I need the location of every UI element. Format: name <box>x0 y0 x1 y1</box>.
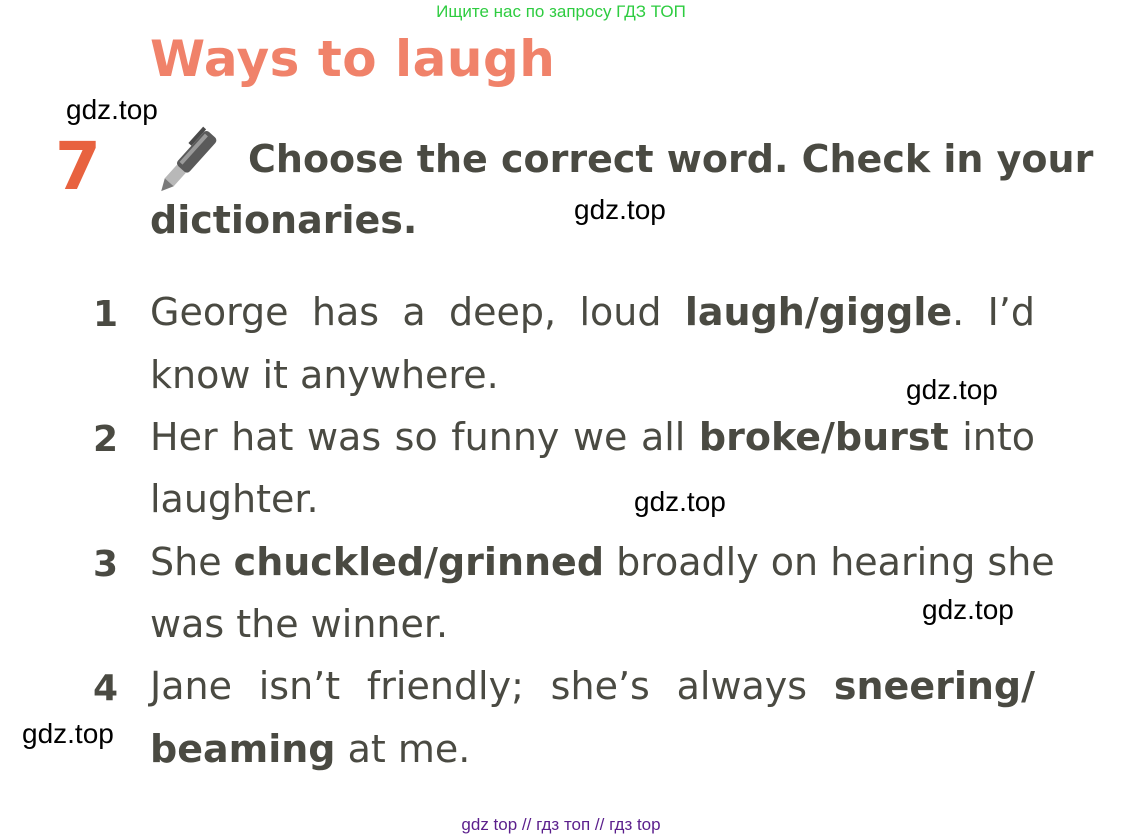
item-text: broadly on hearing she <box>604 540 1055 584</box>
item-number: 3 <box>93 544 119 585</box>
item-text: . I’d <box>952 290 1035 334</box>
top-banner: Ищите нас по запросу ГДЗ ТОП <box>436 2 686 21</box>
item-number: 1 <box>93 294 119 335</box>
word-choice: beaming <box>150 727 336 771</box>
item-text: Jane isn’t friendly; she’s always <box>150 664 834 708</box>
item-4-line-1 <box>150 664 1035 708</box>
item-1-line-1 <box>150 290 1035 334</box>
item-text: Her hat was so funny we all <box>150 415 699 459</box>
item-text: know it anywhere. <box>150 353 499 397</box>
item-number: 2 <box>93 419 119 460</box>
watermark: gdz.top <box>66 94 158 125</box>
section-title: Ways to laugh <box>150 30 556 88</box>
item-text: at me. <box>335 727 471 771</box>
watermark: gdz.top <box>922 594 1014 625</box>
watermark: gdz.top <box>22 718 114 749</box>
item-3-line-2 <box>150 602 448 646</box>
word-choice: chuckled/grinned <box>233 540 605 584</box>
exercise-number: 7 <box>55 128 101 205</box>
item-text: She <box>150 540 234 584</box>
item-2-line-2 <box>150 477 319 521</box>
pen-icon <box>150 118 235 196</box>
item-text: laughter. <box>150 477 319 521</box>
item-text: into <box>948 415 1035 459</box>
bottom-banner: gdz top // гдз топ // гдз top <box>461 815 661 834</box>
item-1-line-2 <box>150 353 499 397</box>
item-text: George has a deep, loud <box>150 290 685 334</box>
watermark: gdz.top <box>634 486 726 517</box>
instruction-line-1: Choose the correct word. Check in your <box>248 137 1094 181</box>
word-choice: sneering/ <box>833 664 1035 708</box>
item-number: 4 <box>93 668 119 709</box>
instruction-line-2: dictionaries. <box>150 198 418 242</box>
item-3-line-1 <box>150 540 1055 584</box>
watermark: gdz.top <box>574 194 666 225</box>
watermark: gdz.top <box>906 374 998 405</box>
item-4-line-2 <box>150 727 470 771</box>
item-text: was the winner. <box>150 602 449 646</box>
item-2-line-1 <box>150 415 1035 459</box>
word-choice: laugh/giggle <box>684 290 953 334</box>
word-choice: broke/burst <box>698 415 949 459</box>
